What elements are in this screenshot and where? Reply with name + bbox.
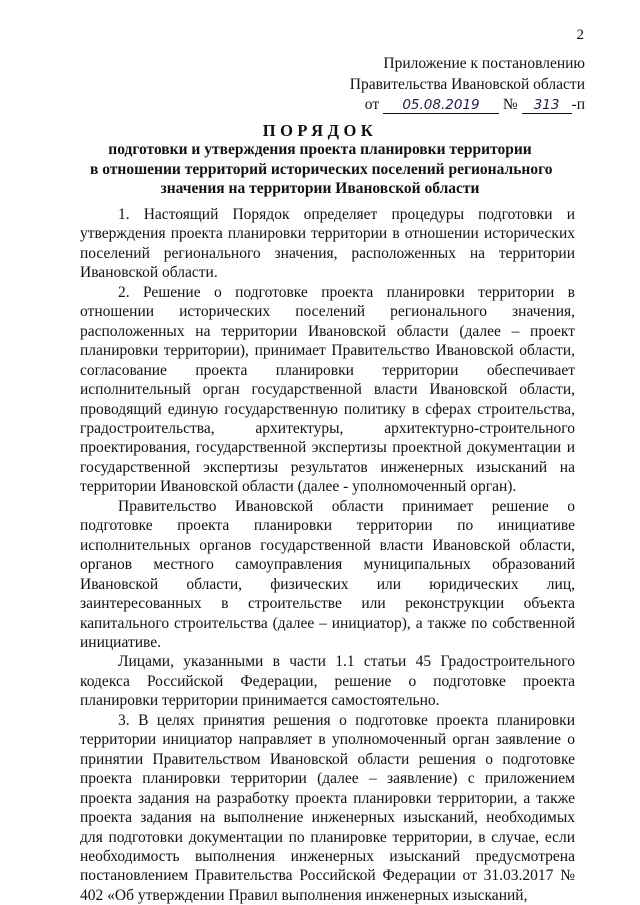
number-sign: № bbox=[502, 96, 518, 113]
handwritten-number: 313 bbox=[522, 97, 572, 114]
approval-block bbox=[350, 54, 585, 116]
number-suffix: -п bbox=[571, 96, 585, 113]
paragraph-1: 1. Настоящий Порядок определяет процедуры подготовки и утверждения проекта планировки территории в отношении исторических поселений регионального значения, расположенных на территории Ивановской области. bbox=[80, 206, 575, 282]
from-label: от bbox=[364, 96, 380, 113]
paragraph-5: 3. В целях принятия решения о подготовке проекта планировки территории инициатор направляет в уполномоченный орган заявление о принятии Правительством Ивановской области решения о подготовке проекта планировки территории (далее – заявление) с приложением проекта задания на разработку проекта планировки территории, а также проекта задания на выполнение инженерных изысканий, необходимых для подготовки документации по планировке территории, в случае, если необходимость выполнения инженерных изысканий предусмотрена постановлением Правительства Российской Федерации от 31.03.2017 № 402 «Об утверждении Правил выполнения инженерных изысканий, bbox=[80, 711, 575, 904]
page-number: 2 bbox=[576, 27, 584, 43]
handwritten-date: 05.08.2019 bbox=[383, 97, 499, 114]
approval-line-1: Приложение к постановлению bbox=[383, 55, 585, 72]
paragraph-4: Лицами, указанными в части 1.1 статьи 45 Градостроительного кодекса Российской Федерации, решение о подготовке проекта планировки территории принимается самостоятельно. bbox=[80, 653, 575, 710]
document-title: ПОРЯДОК bbox=[262, 121, 378, 140]
subtitle-line-3: значения на территории Ивановской области bbox=[160, 180, 480, 197]
approval-line-2: Правительства Ивановской области bbox=[349, 75, 585, 93]
paragraph-3: Правительство Ивановской области принимает решение о подготовке проекта планировки территории по инициативе исполнительных органов государственной власти Ивановской области, органов местного самоуправления муниципальных образований Ивановской области, физических или юридических лиц, заинтересованных в строительстве или реконструкции объекта капитального строительства (далее – инициатор), а также по собственной инициативе. bbox=[80, 497, 575, 651]
document-subtitle bbox=[90, 140, 553, 199]
approval-line-3 bbox=[350, 95, 585, 116]
paragraph-2: 2. Решение о подготовке проекта планировки территории в отношении исторических поселений регионального значения, расположенных на территории Ивановской области (далее – проект планировки территории), принимает Правительство Ивановской области, согласование проекта планировки территории обеспечивает исполнительный орган государственной власти Ивановской области, проводящий единую государственную политику в сферах строительства, градостроительства, архитектуры, архитектурно-строительного проектирования, государственной экспертизы проектной документации и государственной экспертизы результатов инженерных изысканий на территории Ивановской области (далее - уполномоченный орган). bbox=[80, 283, 575, 496]
document-body bbox=[80, 205, 575, 905]
subtitle-line-1: подготовки и утверждения проекта планировки территории bbox=[108, 141, 532, 158]
subtitle-line-2: в отношении территорий исторических поселений регионального bbox=[90, 160, 553, 178]
